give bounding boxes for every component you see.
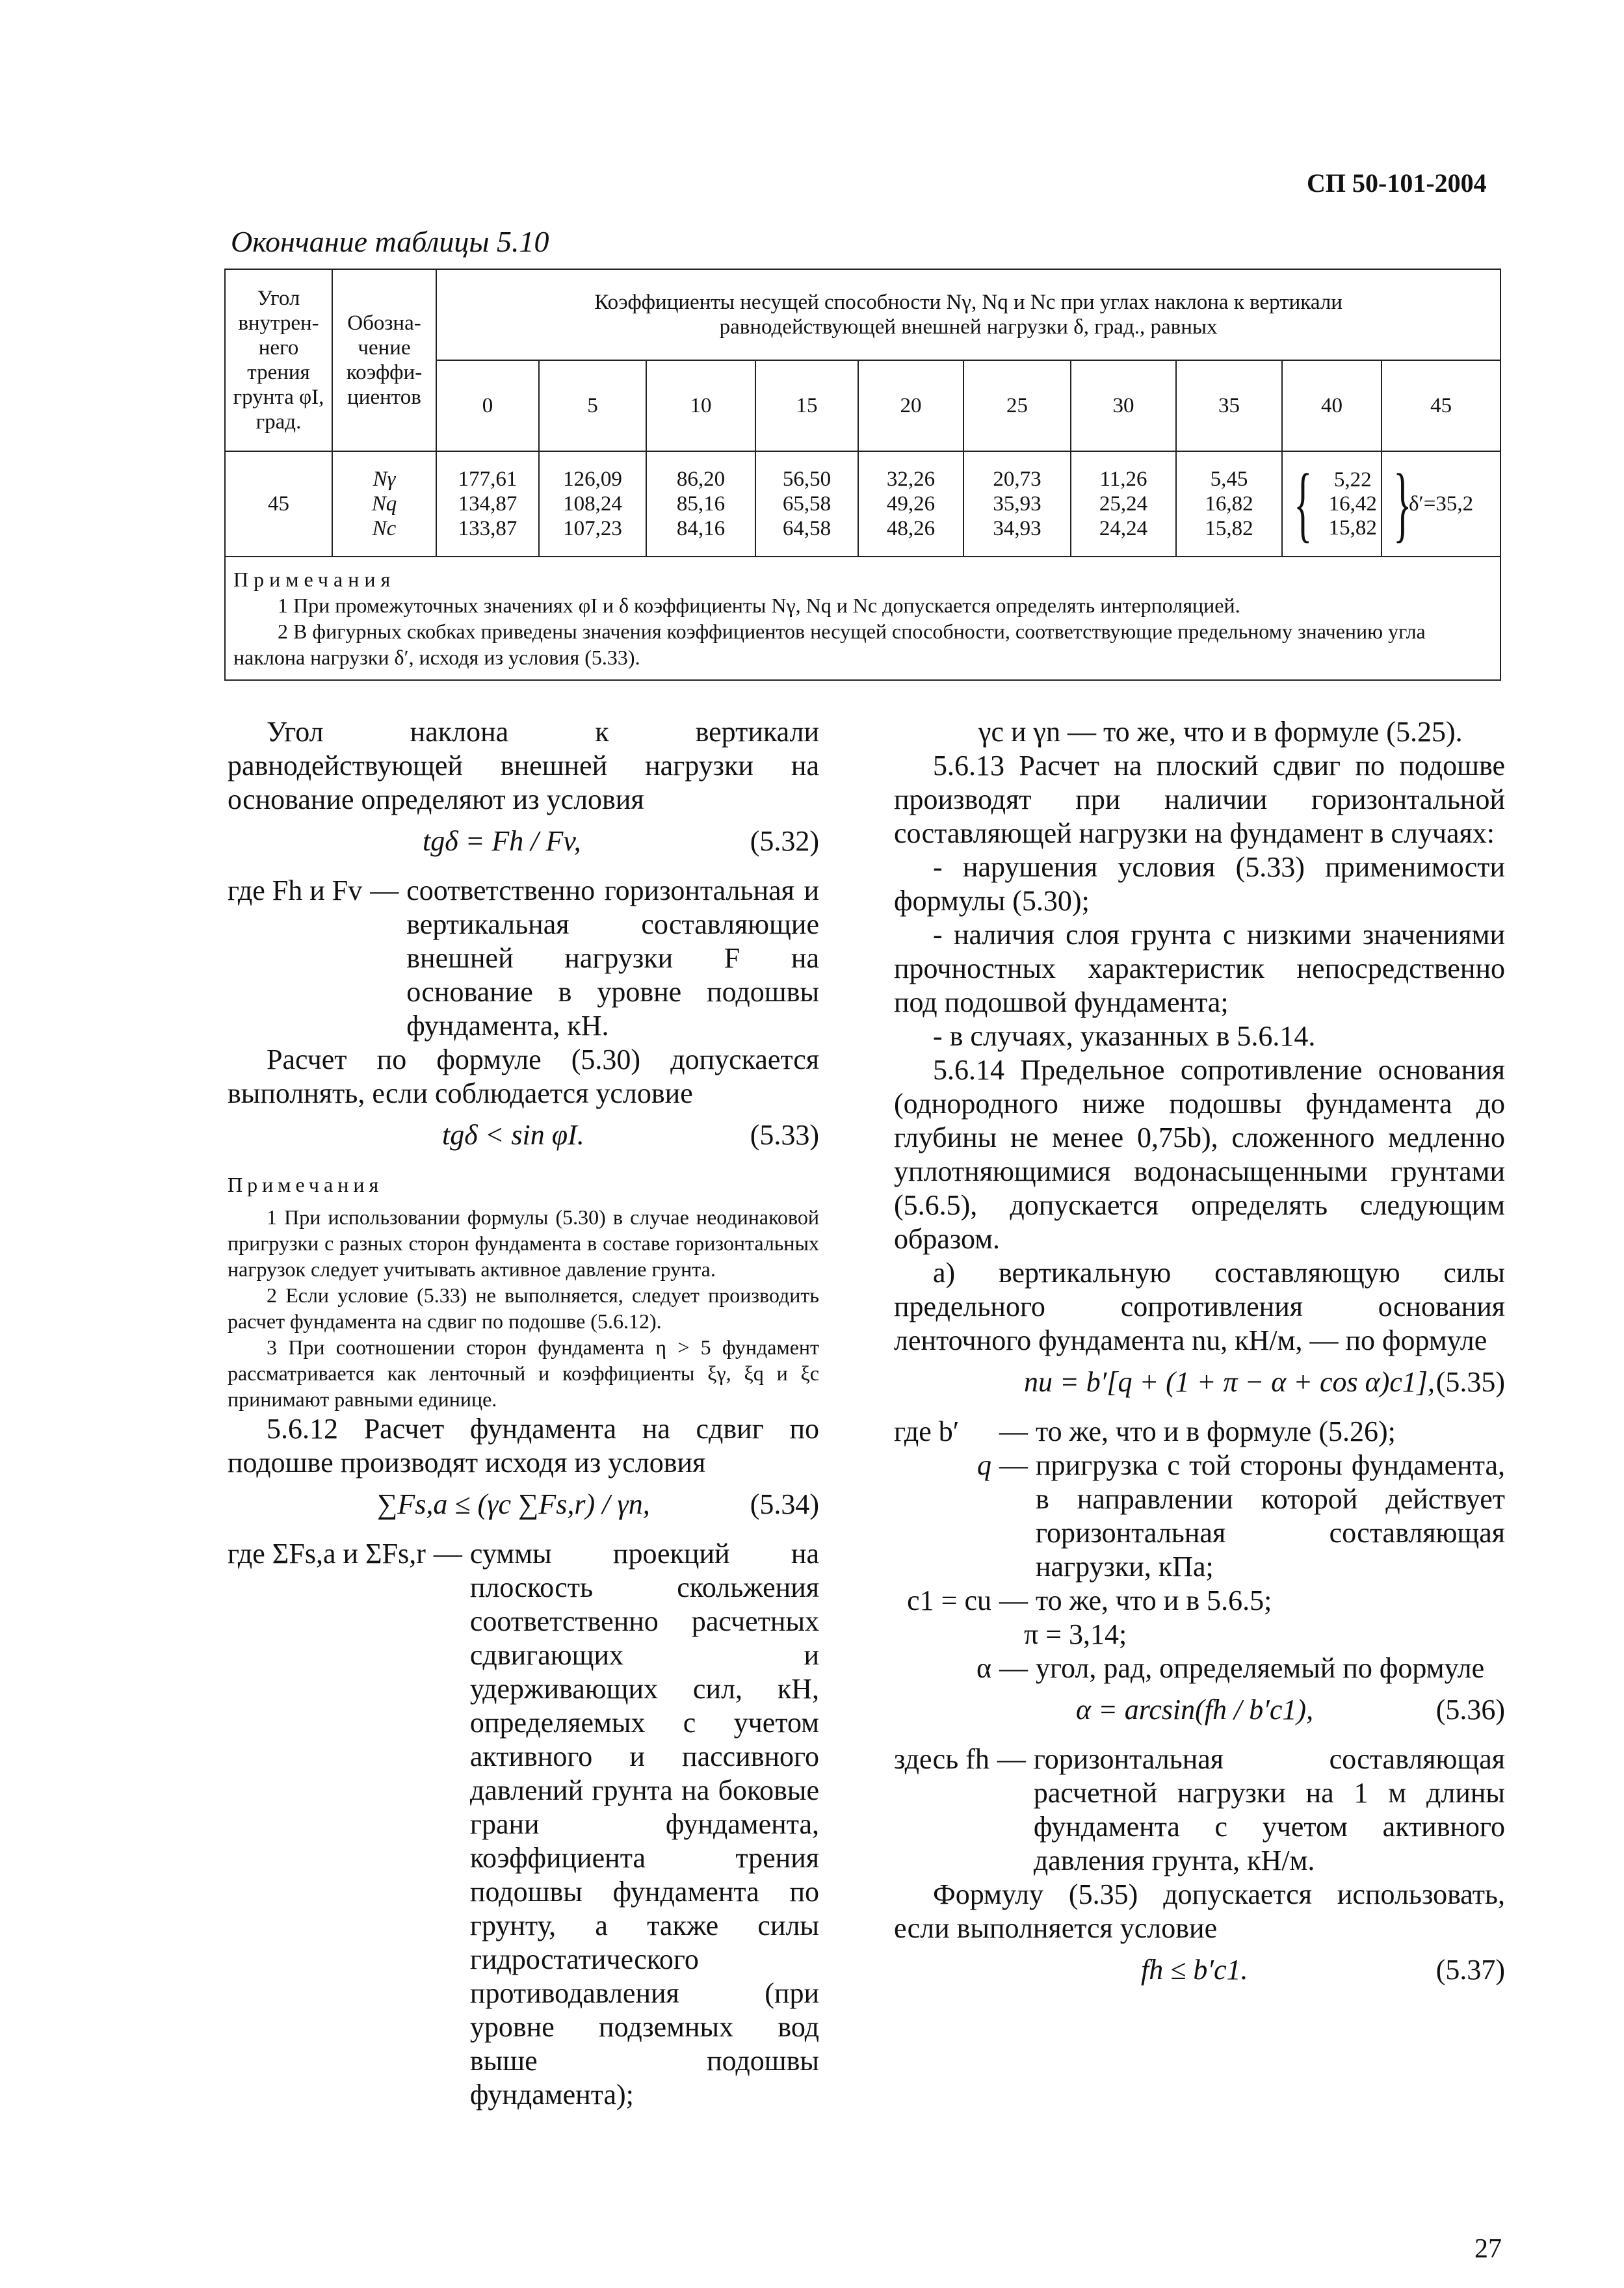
formula-5-32: tgδ = Fh / Fv, (5.32) [423,825,819,857]
note: 1 При использовании формулы (5.30) в случае неодинаковой пригрузки с разных сторон фундамента в составе горизонтальных нагрузок следует учитывать активное давление грунта. [228,1205,819,1281]
delta-header: 10 [646,360,755,451]
where-alpha: α — угол, рад, определяемый по формуле [976,1652,1485,1684]
where-c1: c1 = cu — то же, что и в 5.6.5; [907,1585,1272,1616]
header-coefficient-group: Коэффициенты несущей способности Nγ, Nq и Nc при углах наклона к вертикали равнодействующей внешней нагрузки δ, град., равных [436,269,1500,360]
delta-header: 15 [755,360,858,451]
value-cell: 11,26 25,24 24,24 [1071,451,1176,557]
where-b-prime: где b′ — то же, что и в формуле (5.26); [894,1415,1396,1447]
here-fh: здесь fh — горизонтальная составляющая расчетной нагрузки на 1 м длины фундамента с учетом активного давления грунта, кН/м. [894,1743,1505,1876]
paragraph: 5.6.12 Расчет фундамента на сдвиг по подошве производят исходя из условия [228,1413,819,1479]
coefficients-table [224,269,1501,681]
delta-header: 5 [539,360,646,451]
formula-5-35: nu = b′[q + (1 + π − α + cos α)c1], (5.35) [1024,1366,1505,1398]
table-notes: Примечания 1 При промежуточных значениях φI и δ коэффициенты Nγ, Nq и Nc допускается определять интерполяцией. 2 В фигурных скобках приведены значения коэффициентов несущей способности, соответствующие предельному значению угла наклона нагрузки δ′, исходя из условия (5.33). [225,557,1500,680]
definition-fh-fv: где Fh и Fv — соответственно горизонтальная и вертикальная составляющие внешней нагрузки F на основание в уровне подошвы фундамента, кН. [228,874,819,1042]
paragraph: Угол наклона к вертикали равнодействующей внешней нагрузки на основание определяют из условия [228,716,819,815]
delta-header: 35 [1176,360,1282,451]
paragraph: 5.6.13 Расчет на плоский сдвиг по подошве производят при наличии горизонтальной составляющей нагрузки на фундамент в случаях: [894,750,1505,849]
value-cell: 5,45 16,82 15,82 [1176,451,1282,557]
value-cell: 86,20 85,16 84,16 [646,451,755,557]
delta-header: 45 [1382,360,1500,451]
value-cell: 126,09 108,24 107,23 [539,451,646,557]
bullet: - нарушения условия (5.33) применимости формулы (5.30); [894,851,1505,917]
table-caption: Окончание таблицы 5.10 [231,225,549,258]
formula-5-33: tgδ < sin φI. (5.33) [442,1119,819,1151]
where-pi: π = 3,14; [1024,1618,1127,1650]
paragraph: а) вертикальную составляющую силы предельного сопротивления основания ленточного фундамента nu, кН/м, — по формуле [894,1257,1505,1356]
notes-title: Примечания [228,1173,384,1196]
value-cell: 32,26 49,26 48,26 [858,451,963,557]
note: 3 При соотношении сторон фундамента η > 5 фундамент рассматривается как ленточный и коэффициенты ξγ, ξq и ξc принимают равными единице. [228,1335,819,1411]
value-cell: 56,50 65,58 64,58 [755,451,858,557]
paragraph: 5.6.14 Предельное сопротивление основания (однородного ниже подошвы фундамента до глубины не менее 0,75b), сложенного медленно уплотняющимися водонасыщенными грунтами (5.6.5), допускается определять следующим образом. [894,1054,1505,1255]
row-symbols: Nγ Nq Nc [332,451,436,557]
paragraph: Формулу (5.35) допускается использовать, если выполняется условие [894,1878,1505,1944]
bullet: - наличия слоя грунта с низкими значениями прочностных характеристик непосредственно под подошвой фундамента; [894,919,1505,1018]
header-angle: Угол внутрен- него трения грунта φI, град. [225,269,332,451]
value-cell: 20,73 35,93 34,93 [963,451,1071,557]
formula-5-34: ∑Fs,a ≤ (γc ∑Fs,r) / γn, (5.34) [377,1488,819,1520]
row-angle: 45 [225,451,332,557]
page-number: 27 [1474,2234,1502,2264]
formula-5-36: α = arcsin(fh / b′c1), (5.36) [1076,1694,1505,1726]
document-code: СП 50-101-2004 [1307,168,1487,198]
note: 2 Если условие (5.33) не выполняется, следует производить расчет фундамента на сдвиг по подошве (5.6.12). [228,1283,819,1333]
paragraph: γc и γn — то же, что и в формуле (5.25). [978,716,1463,748]
delta-header: 30 [1071,360,1176,451]
delta-header: 20 [858,360,963,451]
left-column [228,715,819,2112]
right-column [894,715,1505,2003]
left-brace-icon: { [1294,457,1313,551]
right-brace-icon: } [1393,457,1412,551]
bullet: - в случаях, указанных в 5.6.14. [933,1020,1316,1052]
value-cell-braced: { 5,22 16,42 15,82 } [1282,451,1382,557]
header-symbol: Обозна- чение коэффи- циентов [332,269,436,451]
where-q: q — пригрузка с той стороны фундамента, в направлении которой действует горизонтальная составляющая нагрузки, кПа; [977,1449,1505,1583]
delta-header: 0 [436,360,539,451]
formula-5-37: fh ≤ b′c1. (5.37) [1141,1954,1505,1986]
delta-prime-cell: δ′=35,2 [1382,451,1500,557]
value-cell: 177,61 134,87 133,87 [436,451,539,557]
paragraph: Расчет по формуле (5.30) допускается выполнять, если соблюдается условие [228,1044,819,1109]
delta-header: 25 [963,360,1071,451]
delta-header: 40 [1282,360,1382,451]
definition-sum-forces: где ΣFs,a и ΣFs,r — суммы проекций на плоскость скольжения соответственно расчетных сдвигающих и удерживающих сил, кН, определяемых с учетом активного и пассивного давлений грунта на боковые грани фундамента, коэффициента трения подошвы фундамента по грунту, а также силы гидростатического противодавления (при уровне подземных вод выше подошвы фундамента); [228,1538,819,2110]
